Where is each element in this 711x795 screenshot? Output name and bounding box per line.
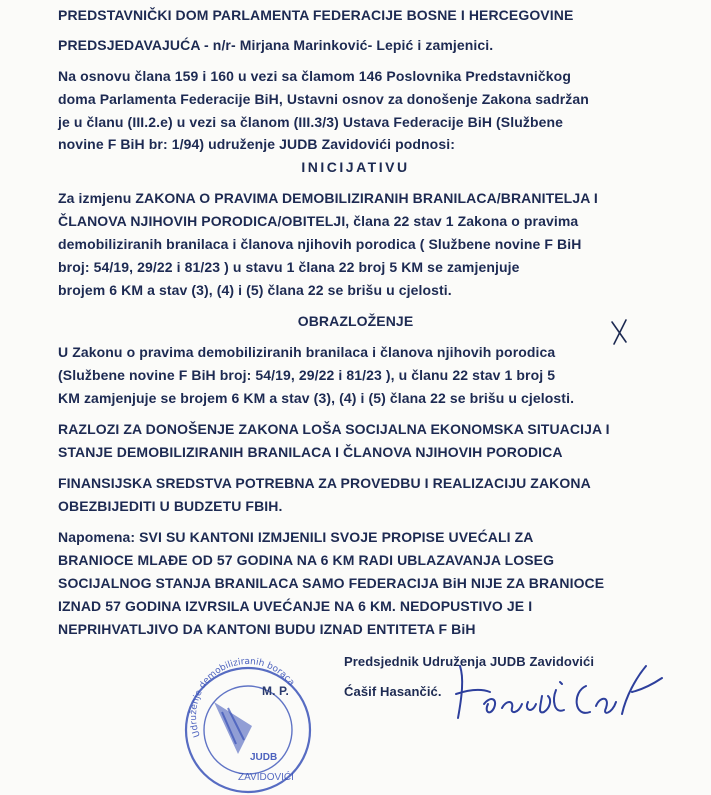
rationale-line: U Zakonu o pravima demobiliziranih branilaca i članova njihovih porodica: [58, 344, 556, 360]
note-line: BRANIOCE MLAĐE OD 57 GODINA NA 6 KM RADI UBLAZAVANJA LOSEG: [58, 552, 555, 568]
initiative-line: ČLANOVA NJIHOVIH PORODICA/OBITELJI, člana 22 stav 1 Zakona o pravima: [58, 213, 579, 229]
intro-line: Na osnovu člana 159 i 160 u vezi sa člamom 146 Poslovnika Predstavničkog: [58, 68, 571, 84]
intro-line: doma Parlamenta Federacije BiH, Ustavni osnov za donošenje Zakona sadržan: [58, 91, 589, 107]
reasons-line: RAZLOZI ZA DONOŠENJE ZAKONA LOŠA SOCIJALNA EKONOMSKA SITUACIJA I: [58, 421, 610, 437]
reasons-line: STANJE DEMOBILIZIRANIH BRANILACA I ČLANOVA NJIHOVIH PORODICA: [58, 444, 563, 460]
rationale-title: OBRAZLOŽENJE: [297, 313, 414, 329]
initiative-line: Za izmjenu ZAKONA O PRAVIMA DEMOBILIZIRANIH BRANILACA/BRANITELJA I: [58, 190, 598, 206]
organization-stamp: [178, 656, 318, 795]
initiative-line: demobiliziranih branilaca i članova njihovih porodica ( Službene novine F BiH: [58, 236, 582, 252]
initiative-title: INICIJATIVU: [301, 159, 410, 175]
note-line: NEPRIHVATLJIVO DA KANTONI BUDU IZNAD ENTITETA F BiH: [58, 621, 476, 637]
initiative-line: brojem 6 KM a stav (3), (4) i (5) člana 22 se brišu u cjelosti.: [58, 282, 452, 298]
intro-line: je u članu (III.2.e) u vezi sa članom (III.3/3) Ustava Federacije BiH (Službene: [58, 114, 564, 130]
handwritten-x-mark: [606, 316, 632, 346]
note-line: Napomena: SVI SU KANTONI IZMJENILI SVOJE PROPISE UVEĆALI ZA: [58, 529, 534, 545]
header-addressee: PREDSTAVNIČKI DOM PARLAMENTA FEDERACIJE BOSNE I HERCEGOVINE: [58, 7, 574, 23]
rationale-line: KM zamjenjuje se brojem 6 KM a stav (3), (4) i (5) člana 22 se brišu u cjelosti.: [58, 390, 575, 406]
rationale-line: (Službene novine F BiH broj: 54/19, 29/22 i 81/23 ), u članu 22 stav 1 broj 5: [58, 367, 556, 383]
stamp-city: ZAVIDOVIĆI: [238, 772, 294, 783]
initiative-line: broj: 54/19, 29/22 i 81/23 ) u stavu 1 člana 22 broj 5 KM se zamjenjuje: [58, 259, 520, 275]
funds-line: FINANSIJSKA SREDSTVA POTREBNA ZA PROVEDBU I REALIZACIJU ZAKONA: [58, 475, 591, 491]
stamp-ring-text: Udruženje demobiliziranih boraca: [188, 656, 297, 739]
stamp-mp: M. P.: [262, 684, 289, 698]
handwritten-signature: [440, 656, 670, 726]
stamp-org: JUDB: [250, 752, 278, 763]
header-chair: PREDSJEDAVAJUĆA - n/r- Mirjana Marinković- Lepić i zamjenici.: [58, 37, 494, 53]
signatory-name: Ćašif Hasančić.: [344, 684, 442, 699]
funds-line: OBEZBIJEDITI U BUDZETU FBIH.: [58, 498, 283, 514]
intro-line: novine F BiH br: 1/94) udruženje JUDB Zavidovići podnosi:: [58, 136, 455, 152]
note-line: IZNAD 57 GODINA IZVRSILA UVEĆANJE NA 6 KM. NEDOPUSTIVO JE I: [58, 598, 533, 614]
signatory-title: Predsjednik Udruženja JUDB Zavidovići: [344, 654, 595, 669]
note-line: SOCIJALNOG STANJA BRANILACA SAMO FEDERACIJA BiH NIJE ZA BRANIOCE: [58, 575, 605, 591]
